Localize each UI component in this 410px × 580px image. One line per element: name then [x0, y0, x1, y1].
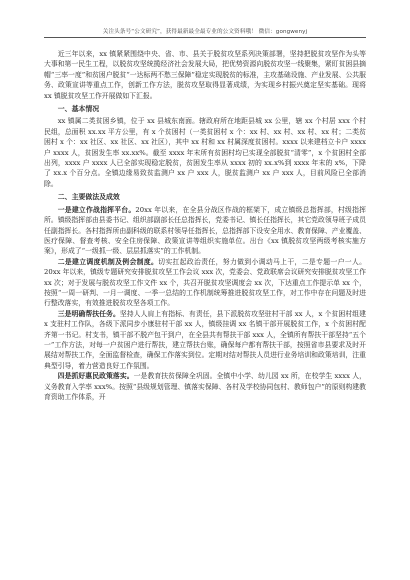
document-body	[44, 49, 366, 402]
measure-lead-4: 四是抓好惠民政策落实。	[57, 372, 134, 381]
measure-lead-1: 一是建立作战指挥平台。	[57, 205, 136, 214]
page-header: 关注头条号“公文研究”，获得最新最全最专业的公文资料哦！ 微信：gongwenyj	[102, 29, 308, 35]
intro-paragraph: 近三年以来，xx 镇紧紧围绕中央、省、市、县关于脱贫攻坚系列决策部署，坚持把脱贫攻坚作为头等大事和第一民生工程，以脱贫攻坚统揽经济社会发展大局，把优势资源向脱贫攻坚一线聚集，紧盯贫困县摘帽“三率一度”和贫困户脱贫“一达标两不愁三保障”稳定实现脱贫的标准，主攻基础设施、产业发展、公共服务、政策宣讲等重点工作，创新工作方法，脱贫攻坚取得显著成绩，为实现乡村振兴奠定坚实基础。现将 xx 镇脱贫攻坚工作开展做如下汇报。	[44, 50, 366, 100]
measure-paragraph-1	[44, 205, 366, 257]
section-heading-basic: 一、基本情况	[57, 105, 100, 114]
measure-text-3: 坚持人人肩上有指标、有责任，县下派脱贫攻坚驻村干部 xx 人，x 个贫困村组建 x 支驻村工作队，各级下派同步小康驻村干部 xx 人，镇级挂调 xx 名镇干部开展脱贫工作，x 个贫困村配齐第一书记。村支书，镇干部不脱产包干到户，在全县共有帮扶干部 xxx 人，全镇所有帮扶干部坚持“五个一”工作方法，对每一户贫困户进行帮扶，建立帮扶台账，确保每户都有帮扶干部，按照省市县要求及时开展结对帮扶工作，全面监督检查，确保工作落实到位。定期对结对帮扶人员进行业务培训和政策培训，注重典型引导，着力营造良好工作氛围。	[44, 309, 366, 370]
basic-info-paragraph: xx 镇属二类贫困乡镇，位于 xx 县城东南面。辖政府所在地距县城 xx 公里，辖 xx 个村居 xxx 个村民组，总面积 xx.xx 平方公里，有 x 个贫困村（一类贫困村 x 个：xx 村、xx 村、xx 村、xx 村；二类贫困村 x 个：xx 社区、xx 社区、xx 社区），其中 xx 村和 xx 村属深度贫困村。xxxx 以来建档立卡户 xxxx 户 xxxx 人，贫困发生率 xx.xx%。截至 xxxx 年末所有贫困村均已实现全部脱贫“清零”，x 个贫困村全部出列，xxxx 户 xxxx 人已全部实现稳定脱贫，贫困发生率从 xxxx 初的 xx.x%到 xxxx 年末的 x%，下降了 xx.x 个百分点。全镇边缘易致贫监测户 xx 户 xxx 人，脱贫监测户 xx 户 xxx 人，目前风险已全部消除。	[44, 117, 366, 188]
measure-lead-3: 三是明确帮扶任务。	[57, 309, 120, 318]
section-heading-measures: 二、主要做法及成效	[57, 193, 120, 202]
measure-text-2: 切实扛起政治责任，努力做到小调动马上干，二是专题一户一人。20xx 年以来，镇级专题研究安排脱贫攻坚工作会议 xxx 次，党委会、党政联席会议研究安排脱贫攻坚工作 xx 次；对于发展与脱贫攻坚工作文件 xx 个，共召开脱贫攻坚调度会 xx 次，下达重点工作提示单 xx 个，按照“一周一研判、一月一调度、一季一总结的工作机制统筹推进脱贫攻坚工作，对工作中存在问题及时进行整改落实，有效推进脱贫攻坚各项工作。	[44, 257, 366, 308]
measure-text-4: 一是教育扶贫保障全巩固。全镇中小学、幼儿园 xx 所，在校学生 xxxx 人，义务教育入学率 xxx%。按照“县级规划管理、镇落实保障、各村及学校协同包村、教师包户”的原则构建教育资助工作体系，开	[44, 372, 366, 401]
measure-paragraph-4	[44, 371, 366, 402]
header-divider	[44, 37, 366, 38]
measure-paragraph-3	[44, 309, 366, 371]
measure-paragraph-2	[44, 257, 366, 309]
measure-text-1: 20xx 年以来，在全县分战区作战的框架下，成立镇级总指挥部，村级指挥所。镇级指挥部由县委书记、组织部副部长任总指挥长，党委书记、镇长任指挥长，其它党政领导班子成员任副指挥长。各村指挥所由副科级的联系村领导任指挥长，总指挥部下设安全用水、教育保障、产业覆盖、医疗保障、督查考核、安全住房保障、政策宣讲等组织实施单位。出台《xx 镇脱贫攻坚两级考核实施方案》，形成了“一级抓一级、层层抓落实”的工作机制。	[44, 205, 366, 256]
measure-lead-2: 二是建立调度机制及例会制度。	[57, 257, 159, 266]
